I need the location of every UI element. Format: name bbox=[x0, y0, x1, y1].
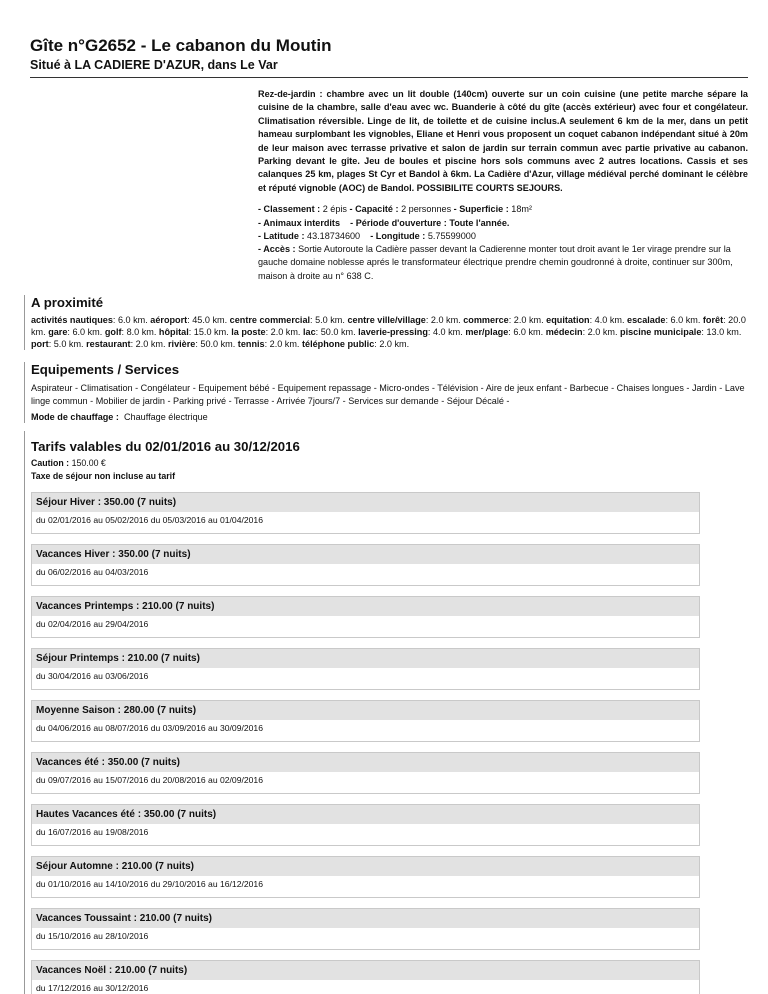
tarifs-section bbox=[24, 431, 748, 994]
tarif-period-title: Vacances été : 350.00 (7 nuits) bbox=[32, 753, 699, 772]
tarif-period-title: Vacances Noël : 210.00 (7 nuits) bbox=[32, 961, 699, 980]
proximite-item-label: centre commercial bbox=[229, 315, 311, 326]
proximite-item-label: mer/plage bbox=[465, 326, 509, 337]
proximite-item: port: 5.0 km. bbox=[31, 338, 84, 349]
acces-label: - Accès : bbox=[258, 244, 296, 255]
facts-line-1 bbox=[258, 203, 748, 216]
proximite-item-label: rivière bbox=[168, 338, 196, 349]
proximite-item: piscine municipale: 13.0 km. bbox=[620, 326, 742, 337]
proximite-item-value: 15.0 km. bbox=[193, 326, 229, 337]
page bbox=[30, 36, 748, 994]
taxe-text: Taxe de séjour non incluse au tarif bbox=[31, 471, 176, 482]
proximite-item: mer/plage: 6.0 km. bbox=[465, 326, 544, 337]
proximite-list bbox=[31, 315, 748, 350]
proximite-item-label: laverie-pressing bbox=[358, 326, 428, 337]
proximite-item-value: 5.0 km. bbox=[315, 315, 345, 326]
tarif-period bbox=[31, 960, 700, 994]
tarif-period-title: Séjour Automne : 210.00 (7 nuits) bbox=[32, 857, 699, 876]
proximite-item-value: 6.0 km. bbox=[117, 315, 148, 326]
latitude-value: 43.18734600 bbox=[307, 230, 361, 241]
proximite-item-label: aéroport bbox=[150, 315, 188, 326]
tarif-period-dates: du 15/10/2016 au 28/10/2016 bbox=[32, 928, 699, 949]
animaux-text: - Animaux interdits bbox=[258, 217, 341, 228]
tarif-period bbox=[31, 700, 700, 742]
chauffage-label: Mode de chauffage : bbox=[31, 411, 119, 422]
proximite-item-value: 2.0 km. bbox=[587, 326, 618, 337]
tarif-period bbox=[31, 908, 700, 950]
equipements-text: Aspirateur - Climatisation - Congélateur - Equipement bébé - Equipement repassage - Micro-ondes - Télévision - Aire de jeux enfant - Barbecue - Chaises longues - Jardin - Lave linge commun - Mobilier de jardin - Parking privé - Terrasse - Arrivée 7jours/7 - Services sur demande - Séjour Décalé - bbox=[31, 383, 745, 406]
tarif-period bbox=[31, 804, 700, 846]
superficie-label: - Superficie : bbox=[453, 204, 509, 215]
taxe-line bbox=[31, 471, 748, 482]
proximite-item-label: commerce bbox=[463, 315, 509, 326]
proximite-item-value: 6.0 km. bbox=[670, 315, 701, 326]
tarif-period-dates: du 04/06/2016 au 08/07/2016 du 03/09/2016 au 30/09/2016 bbox=[32, 720, 699, 741]
tarif-period-dates: du 16/07/2016 au 19/08/2016 bbox=[32, 824, 699, 845]
proximite-title: A proximité bbox=[31, 295, 104, 311]
proximite-item-label: escalade bbox=[627, 315, 666, 326]
proximite-item-value: 20.0 km. bbox=[31, 315, 746, 337]
equipements-section bbox=[24, 362, 748, 422]
proximite-item: commerce: 2.0 km. bbox=[463, 315, 544, 326]
latitude-label: - Latitude : bbox=[258, 230, 305, 241]
longitude-label: - Longitude : bbox=[370, 230, 426, 241]
tarif-period-dates: du 01/10/2016 au 14/10/2016 du 29/10/2016 au 16/12/2016 bbox=[32, 876, 699, 897]
capacite-value: 2 personnes bbox=[401, 204, 452, 215]
proximite-item: hôpital: 15.0 km. bbox=[158, 326, 229, 337]
proximite-section bbox=[24, 295, 748, 350]
caution-label: Caution : bbox=[31, 457, 70, 468]
proximite-item-value: 50.0 km. bbox=[200, 338, 236, 349]
proximite-item: restaurant: 2.0 km. bbox=[86, 338, 166, 349]
facts-line-4 bbox=[258, 243, 748, 283]
tarif-periods bbox=[31, 492, 748, 994]
description: Rez-de-jardin : chambre avec un lit double (140cm) ouverte sur un coin cuisine (une petite marche sépare la cuisine de la chambre, salle d'eau avec wc. Buanderie à côté du gîte (accès extérieur) avec four et congélateur. Climatisation réversible. Linge de lit, de toilette et de cuisine inclus.A seulement 6 km de la mer, dans un petit hameau surplombant les vignobles, Eliane et Henri vous proposent un coquet cabanon indépendant situé à 20m de leur maison avec terrasse privative et salon de jardin sur terrain commun avec partie privative au cabanon. Parking devant le gîte. Jeu de boules et piscine hors sols communs avec 2 autres locations. Cassis et ses calanques 25 km, plages St Cyr et Bandol à 6km. La Cadière d'Azur, village médiéval perché dominant le célèbre et réputé vignoble (AOC) de Bandol. POSSIBILITE COURTS SEJOURS. bbox=[258, 89, 748, 193]
proximite-item-label: port bbox=[31, 338, 49, 349]
proximite-item-label: piscine municipale bbox=[620, 326, 702, 337]
proximite-item: rivière: 50.0 km. bbox=[168, 338, 236, 349]
proximite-item-value: 2.0 km. bbox=[269, 338, 300, 349]
proximite-item-value: 2.0 km. bbox=[379, 338, 410, 349]
chauffage-line bbox=[31, 411, 748, 423]
proximite-item-label: gare bbox=[48, 326, 68, 337]
title-divider bbox=[30, 77, 748, 78]
tarif-period-title: Vacances Hiver : 350.00 (7 nuits) bbox=[32, 545, 699, 564]
proximite-item-label: médecin bbox=[545, 326, 583, 337]
chauffage-value: Chauffage électrique bbox=[123, 411, 208, 422]
facts-block bbox=[258, 203, 748, 283]
tarif-period bbox=[31, 648, 700, 690]
proximite-item: lac: 50.0 km. bbox=[303, 326, 356, 337]
proximite-item: centre ville/village: 2.0 km. bbox=[347, 315, 461, 326]
proximite-item-value: 6.0 km. bbox=[72, 326, 103, 337]
longitude-value: 5.75599000 bbox=[427, 230, 476, 241]
proximite-item-value: 13.0 km. bbox=[706, 326, 742, 337]
proximite-item-label: golf bbox=[104, 326, 122, 337]
proximite-item-label: restaurant bbox=[86, 338, 131, 349]
proximite-item-value: 8.0 km. bbox=[126, 326, 157, 337]
proximite-item-value: 4.0 km. bbox=[594, 315, 625, 326]
tarif-period-title: Moyenne Saison : 280.00 (7 nuits) bbox=[32, 701, 699, 720]
page-subtitle: Situé à LA CADIERE D'AZUR, dans Le Var bbox=[30, 58, 278, 72]
superficie-value: 18m² bbox=[511, 204, 532, 215]
proximite-item-value: 4.0 km. bbox=[432, 326, 463, 337]
proximite-item-label: centre ville/village bbox=[347, 315, 426, 326]
tarif-period bbox=[31, 492, 700, 534]
tarif-period-title: Séjour Printemps : 210.00 (7 nuits) bbox=[32, 649, 699, 668]
proximite-item-value: 6.0 km. bbox=[513, 326, 544, 337]
proximite-item: golf: 8.0 km. bbox=[104, 326, 157, 337]
facts-line-2 bbox=[258, 217, 748, 230]
proximite-item-label: hôpital bbox=[158, 326, 189, 337]
classement-value: 2 épis bbox=[322, 204, 347, 215]
proximite-item-label: téléphone public bbox=[302, 338, 375, 349]
proximite-item: forêt: 20.0 km. bbox=[31, 315, 746, 337]
proximite-item-label: tennis bbox=[237, 338, 265, 349]
tarif-period-dates: du 17/12/2016 au 30/12/2016 bbox=[32, 980, 699, 994]
proximite-item-value: 2.0 km. bbox=[430, 315, 461, 326]
proximite-item: aéroport: 45.0 km. bbox=[150, 315, 228, 326]
proximite-item: laverie-pressing: 4.0 km. bbox=[358, 326, 463, 337]
proximite-item: equitation: 4.0 km. bbox=[546, 315, 625, 326]
proximite-item: la poste: 2.0 km. bbox=[231, 326, 301, 337]
proximite-item-label: la poste bbox=[231, 326, 266, 337]
proximite-item-label: forêt bbox=[702, 315, 724, 326]
tarifs-title: Tarifs valables du 02/01/2016 au 30/12/2016 bbox=[31, 438, 300, 454]
tarif-period-dates: du 30/04/2016 au 03/06/2016 bbox=[32, 668, 699, 689]
proximite-item: téléphone public: 2.0 km. bbox=[302, 338, 410, 349]
proximite-item-value: 5.0 km. bbox=[53, 338, 84, 349]
tarif-period-title: Vacances Printemps : 210.00 (7 nuits) bbox=[32, 597, 699, 616]
proximite-item-value: 50.0 km. bbox=[320, 326, 356, 337]
tarif-period-dates: du 02/04/2016 au 29/04/2016 bbox=[32, 616, 699, 637]
tarif-period-title: Vacances Toussaint : 210.00 (7 nuits) bbox=[32, 909, 699, 928]
tarif-period-dates: du 09/07/2016 au 15/07/2016 du 20/08/2016 au 02/09/2016 bbox=[32, 772, 699, 793]
proximite-item-label: activités nautiques bbox=[31, 315, 113, 326]
proximite-item: centre commercial: 5.0 km. bbox=[229, 315, 345, 326]
tarif-period-dates: du 06/02/2016 au 04/03/2016 bbox=[32, 564, 699, 585]
tarif-period-title: Hautes Vacances été : 350.00 (7 nuits) bbox=[32, 805, 699, 824]
acces-value: Sortie Autoroute la Cadière passer devant la Cadierenne monter tout droit avant le 1er virage prendre sur la gauche domaine noblesse aprés le transformateur électrique prendre chemin goudronné à droite, continuer sur 300m, maison à droite au n° 638 C. bbox=[258, 244, 733, 281]
tarif-period bbox=[31, 752, 700, 794]
tarif-period bbox=[31, 544, 700, 586]
proximite-item-value: 2.0 km. bbox=[270, 326, 301, 337]
caution-value: 150.00 € bbox=[71, 457, 106, 468]
caution-line bbox=[31, 458, 748, 469]
proximite-item: médecin: 2.0 km. bbox=[545, 326, 618, 337]
proximite-item-label: equitation bbox=[546, 315, 590, 326]
tarif-period-title: Séjour Hiver : 350.00 (7 nuits) bbox=[32, 493, 699, 512]
periode-text: - Période d'ouverture : Toute l'année. bbox=[350, 217, 510, 228]
facts-line-3 bbox=[258, 230, 748, 243]
proximite-item-value: 2.0 km. bbox=[513, 315, 544, 326]
tarif-period bbox=[31, 856, 700, 898]
proximite-item: gare: 6.0 km. bbox=[48, 326, 103, 337]
equipements-title: Equipements / Services bbox=[31, 362, 180, 378]
proximite-item-value: 45.0 km. bbox=[192, 315, 228, 326]
proximite-item: escalade: 6.0 km. bbox=[627, 315, 701, 326]
proximite-item: activités nautiques: 6.0 km. bbox=[31, 315, 148, 326]
proximite-item: tennis: 2.0 km. bbox=[237, 338, 300, 349]
tarif-period-dates: du 02/01/2016 au 05/02/2016 du 05/03/2016 au 01/04/2016 bbox=[32, 512, 699, 533]
proximite-item-value: 2.0 km. bbox=[135, 338, 166, 349]
tarif-period bbox=[31, 596, 700, 638]
capacite-label: - Capacité : bbox=[349, 204, 399, 215]
proximite-item-label: lac bbox=[303, 326, 316, 337]
page-title: Gîte n°G2652 - Le cabanon du Moutin bbox=[30, 36, 332, 55]
classement-label: - Classement : bbox=[258, 204, 321, 215]
